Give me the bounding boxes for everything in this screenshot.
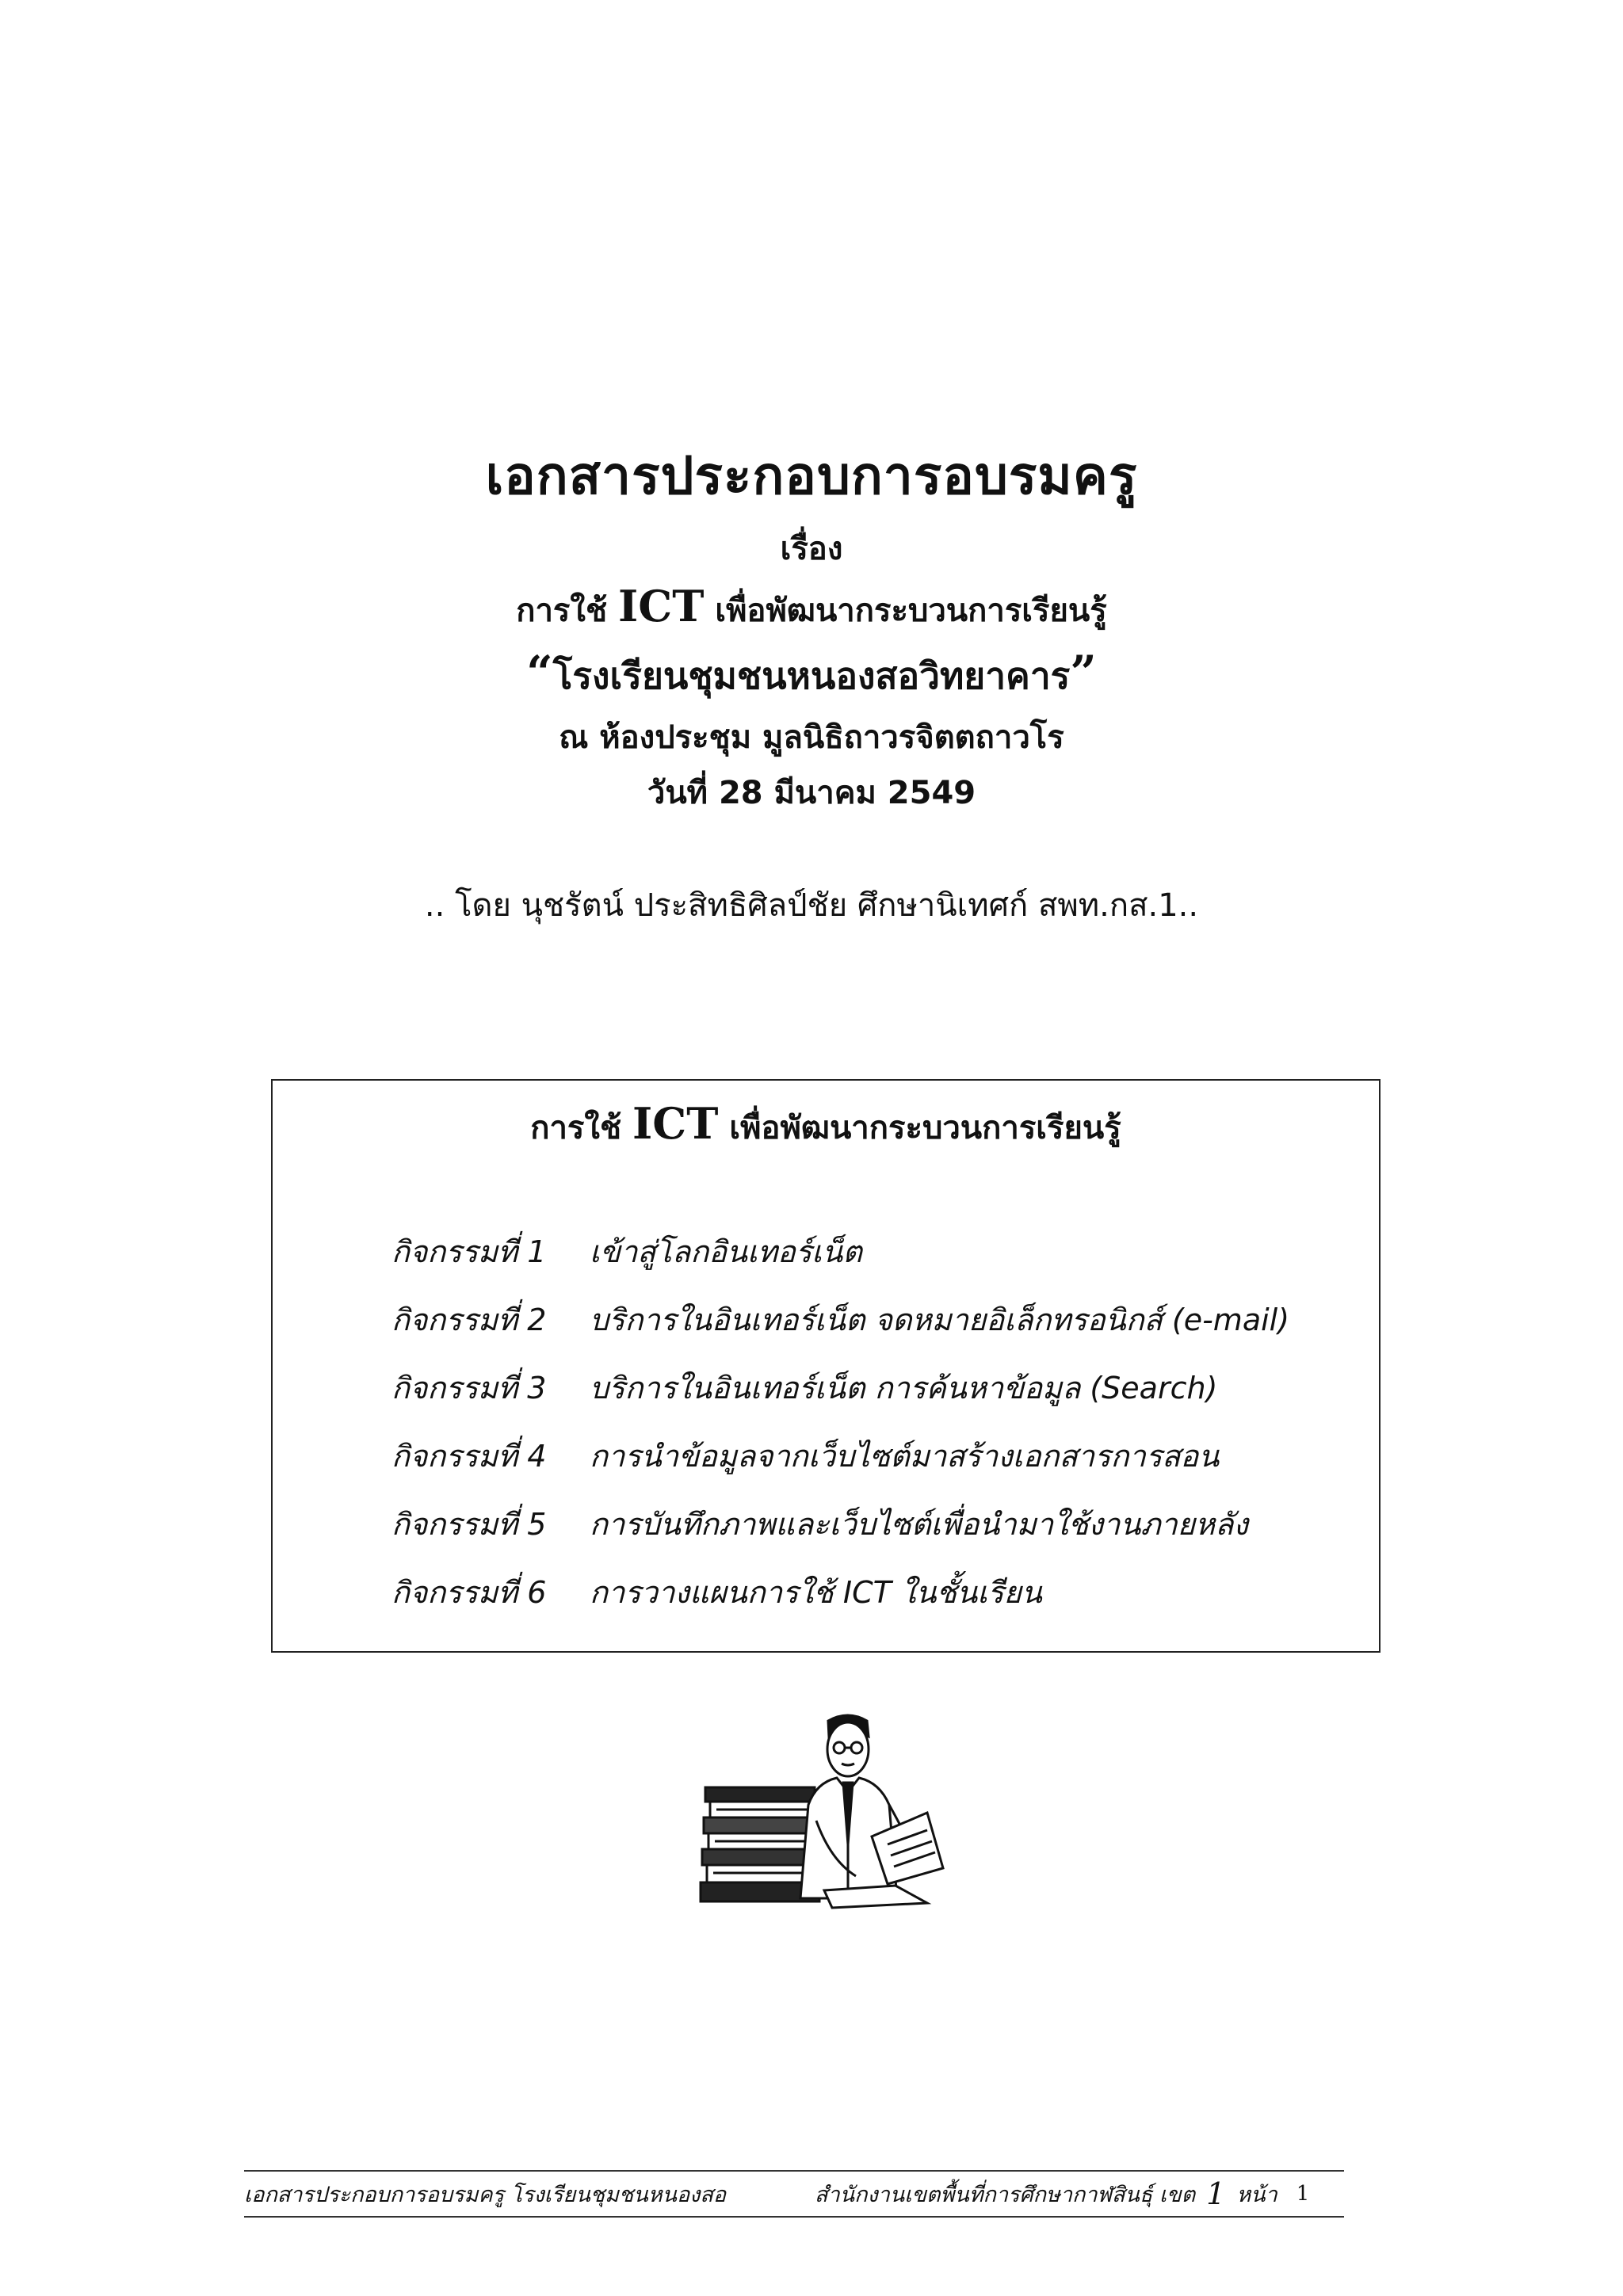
activity-item	[391, 1489, 1366, 1558]
footer-zone: 1	[1206, 2176, 1226, 2211]
activity-item	[391, 1421, 1366, 1489]
activity-label: กิจกรรมที่ 3	[391, 1370, 547, 1405]
activity-text: การนำข้อมูลจากเว็บไซต์มาสร้างเอกสารการสอน	[590, 1438, 1220, 1474]
box-title-prefix: การใช้	[530, 1110, 622, 1146]
activity-item	[391, 1217, 1366, 1285]
quote-open: “	[526, 646, 553, 700]
page-footer	[244, 2170, 1344, 2218]
footer-page-number: 1	[1296, 2182, 1310, 2206]
box-title-ict: ICT	[632, 1098, 719, 1149]
subject-label: เรื่อง	[780, 531, 843, 567]
footer-office	[815, 2176, 1344, 2211]
date-line: วันที่ 28 มีนาคม 2549	[647, 775, 976, 811]
activity-text: บริการในอินเทอร์เน็ต การค้นหาข้อมูล (Search)	[590, 1370, 1218, 1405]
footer-office-name: สำนักงานเขตพื้นที่การศึกษากาฬสินธุ์ เขต	[815, 2182, 1196, 2207]
venue-line: ณ ห้องประชุม มูลนิธิถาวรจิตตถาวโร	[559, 719, 1064, 756]
activity-label: กิจกรรมที่ 5	[391, 1506, 547, 1542]
activity-text: บริการในอินเทอร์เน็ต จดหมายอิเล็กทรอนิกส์ (e-mail)	[590, 1302, 1290, 1337]
document-title: เอกสารประกอบการอบรมครู	[485, 445, 1138, 506]
topic-prefix: การใช้	[516, 593, 608, 629]
author-line: .. โดย นุชรัตน์ ประสิทธิศิลป์ชัย ศึกษานิเทศก์ สพท.กส.1..	[424, 887, 1199, 924]
box-title-suffix: เพื่อพัฒนากระบวนการเรียนรู้	[729, 1110, 1121, 1146]
activity-label: กิจกรรมที่ 1	[391, 1234, 547, 1269]
footer-page-label: หน้า	[1236, 2182, 1277, 2207]
activity-list	[391, 1217, 1366, 1626]
activity-item	[391, 1558, 1366, 1626]
activity-text: การบันทึกภาพและเว็บไซต์เพื่อนำมาใช้งานภายหลัง	[590, 1506, 1248, 1542]
activity-text: เข้าสู่โลกอินเทอร์เน็ต	[590, 1234, 862, 1269]
activities-box	[271, 1079, 1381, 1653]
activity-text: การวางแผนการใช้ ICT ในชั้นเรียน	[590, 1574, 1042, 1610]
box-title	[273, 1098, 1379, 1153]
activity-label: กิจกรรมที่ 4	[391, 1438, 547, 1474]
school-name: โรงเรียนชุมชนหนองสอวิทยาคาร	[552, 654, 1071, 697]
footer-document-name: เอกสารประกอบการอบรมครู โรงเรียนชุมชนหนองสอ	[244, 2182, 727, 2207]
topic-suffix: เพื่อพัฒนากระบวนการเรียนรู้	[715, 593, 1107, 629]
topic-line	[0, 581, 1623, 635]
quote-close: ”	[1070, 646, 1097, 700]
activity-label: กิจกรรมที่ 2	[391, 1302, 547, 1337]
school-line	[0, 646, 1623, 705]
activity-item	[391, 1353, 1366, 1421]
activity-item	[391, 1285, 1366, 1353]
activity-label: กิจกรรมที่ 6	[391, 1574, 547, 1610]
topic-ict: ICT	[618, 581, 705, 631]
teacher-reading-papers-icon	[689, 1710, 959, 1916]
